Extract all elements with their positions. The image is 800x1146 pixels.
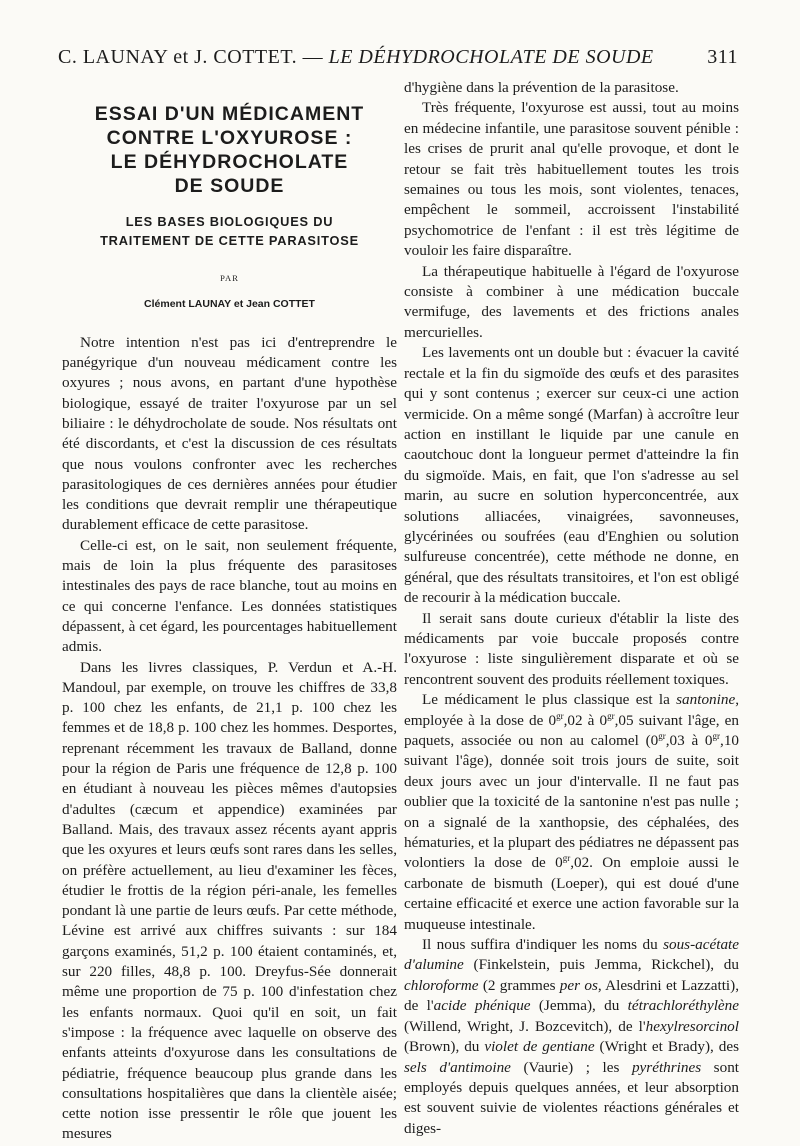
- paragraph-statistiques: Dans les livres classiques, P. Verdun et A.-H. Mandoul, par exemple, on trouve les chiffres de 33,8 p. 100 chez les enfants, de 21,1 p. 100 chez les femmes et de 18,8 p. 100 chez les hommes. Desportes, reprenant récemment les travaux de Balland, donne pour la région de Paris une fréquence de 12,8 p. 100 en étudiant à nouveau les pièces mêmes d'autopsies d'adultes (cæcum et appendice) examinées par Balland. Mais, des travaux assez récents ayant appris que les oxyures et leurs œufs sont rares dans les selles, on préfère actuellement, au lieu d'examiner les fèces, étudier le frottis de la région péri-anale, les femelles pondant là une partie de leurs œufs. Par cette méthode, Lévine est arrivé aux chiffres suivants : sur 184 garçons examinés, 51,2 p. 100 étaient contaminés, et, sur 220 filles, 48,8 p. 100. Dreyfus-Sée donnerait même une proportion de 75 p. 100 d'infestation chez les enfants normaux. Quoi qu'il en soit, un fait s'impose : la fréquence avec laquelle on observe des enfants atteints d'oxyurose dans les consultations de pédiatrie, fréquence beaucoup plus grande dans les consultations hospitalières que dans la clientèle aisée; cette notion isse pressentir le rôle que jouent les mesures: [62, 658, 397, 1143]
- left-column: [62, 78, 397, 1145]
- right-column: [404, 78, 739, 1139]
- paragraph-continuation: d'hygiène dans la prévention de la parasitose.: [404, 79, 679, 96]
- par-label: PAR: [220, 273, 239, 283]
- article-title: ESSAI D'UN MÉDICAMENT CONTRE L'OXYUROSE : LE DÉHYDROCHOLATE DE SOUDE: [94, 103, 365, 197]
- header-authors: C. LAUNAY et J. COTTET. — LE DÉHYDROCHOLATE DE SOUDE: [58, 46, 654, 68]
- paragraph-intro: Notre intention n'est pas ici d'entreprendre le panégyrique d'un nouveau médicament contre les oxyures ; nous avons, en partant d'une hypothèse biologique, essayé de traiter l'oxyurose par un sel biliaire : le déhydrocholate de soude. Nos résultats ont été discordants, et c'est la discussion de ces résultats que nous voulons confronter avec les recherches parasitologiques de ces dernières années pour étudier les conditions que devrait remplir une thérapeutique durablement efficace de cette parasitose.: [62, 333, 397, 534]
- paragraph-liste: Il serait sans doute curieux d'établir la liste des médicaments par voie buccale proposés contre l'oxyurose : liste singulièrement disparate et où se rencontrent souvent des produits réellement toxiques.: [404, 609, 739, 688]
- paragraph-frequence: Celle-ci est, on le sait, non seulement fréquente, mais de loin la plus fréquente des parasitoses intestinales des pays de race blanche, tout au moins en ce qui concerne l'enfance. Les données statistiques dépassent, à cet égard, les pourcentages habituellement admis.: [62, 536, 397, 656]
- paragraph-lavements: Les lavements ont un double but : évacuer la cavité rectale et la fin du sigmoïde des œufs et des parasites qui y sont contenus ; exercer sur ceux-ci une action vermicide. On a même songé (Marfan) à accroître leur action en instillant le liquide par une canule en caoutchouc dont la longueur permet d'atteindre la fin du sigmoïde. Mais, en fait, que l'on s'adresse au sel marin, au sucre en solution hyperconcentrée, aux solutions alliacées, vinaigrées, savonneuses, glycérinées ou soufrées (eau d'Enghien ou solution sulfureuse concentrée), cette méthode ne donne, en général, que des résultats transitoires, et l'on est obligé de recourir à la médication buccale.: [404, 344, 739, 607]
- paragraph-santonine: Le médicament le plus classique est la santonine, employée à la dose de $0^{gr},02$ à $0^{gr},05$ suivant l'âge, en paquets, associée ou non au calomel ($0^{gr},03$ à $0^{gr},10$ suivant l'âge), donnée soit trois jours de suite, soit deux jours avec un jour d'intervalle. Il ne faut pas oublier que la toxicité de la santonine n'est pas nulle ; on a signalé de la xanthopsie, des céphalées, des hématuries, et la plupart des pédiatres ne dépassent pas volontiers la dose de $0^{gr},02$. On emploie aussi le carbonate de bismuth (Loeper), qui est doué d'une certaine efficacité et exerce une action favorable sur la muqueuse intestinale.: [404, 691, 739, 933]
- running-header: [58, 46, 738, 69]
- page-number: 311: [707, 46, 738, 68]
- paragraph-prurit: Très fréquente, l'oxyurose est aussi, tout au moins en médecine infantile, une parasitose souvent pénible : les crises de prurit anal qu'elle provoque, et dont le retour se fait très habituellement toutes les trois semaines ou tous les mois, sont violentes, tenaces, empêchent le sommeil, accroissent l'instabilité psychomotrice de l'enfant : il est très légitime de vouloir les faire disparaître.: [404, 99, 739, 260]
- header-running-title: LE DÉHYDROCHOLATE DE SOUDE: [328, 46, 654, 68]
- paragraph-autres-medicaments: Il nous suffira d'indiquer les noms du sous-acétate d'alumine (Finkelstein, puis Jemma, Rickchel), du chloroforme (2 grammes per os, Alesdrini et Lazzatti), de l'acide phénique (Jemma), du tétrachloréthylène (Willend, Wright, J. Bozcevitch), de l'hexylresorcinol (Brown), du violet de gentiane (Wright et Brady), des sels d'antimoine (Vaurie) ; les pyréthrines sont employés depuis quelques années, et leur absorption est souvent suivie de violentes réactions générales et diges-: [404, 936, 740, 1137]
- paragraph-therapeutique: La thérapeutique habituelle à l'égard de l'oxyurose consiste à combiner à une médication buccale vermifuge, des lavements et des frictions anales mercurielles.: [404, 262, 739, 341]
- byline: Clément LAUNAY et Jean COTTET: [144, 298, 315, 311]
- article-subtitle: LES BASES BIOLOGIQUES DU TRAITEMENT DE CETTE PARASITOSE: [100, 214, 359, 248]
